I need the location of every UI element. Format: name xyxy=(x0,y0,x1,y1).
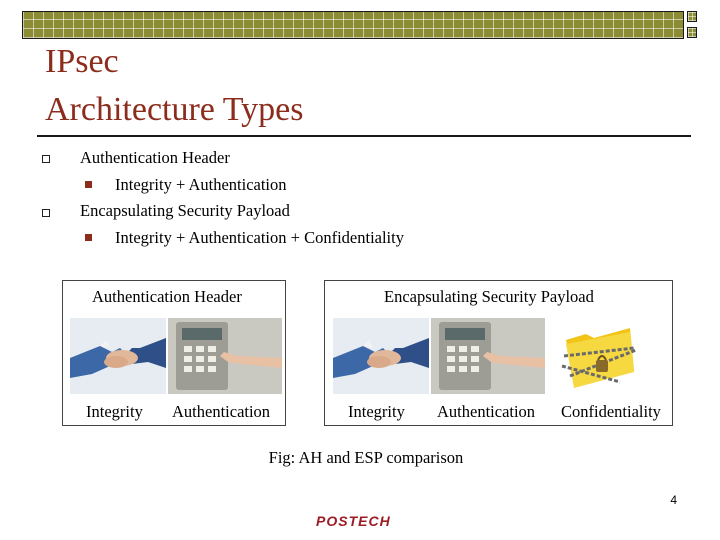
keypad-hand-image xyxy=(168,318,282,394)
esp-caption-confidentiality: Confidentiality xyxy=(561,402,661,421)
page-number: 4 xyxy=(670,493,677,507)
hollow-square-bullet-icon xyxy=(42,155,50,163)
esp-box-title: Encapsulating Security Payload xyxy=(384,287,594,306)
ah-caption-authentication: Authentication xyxy=(172,402,271,421)
bullet-1-sub-text: Integrity + Authentication xyxy=(115,175,287,194)
bullet-2-text: Encapsulating Security Payload xyxy=(80,201,290,220)
ah-caption-integrity: Integrity xyxy=(86,402,143,421)
handshake-image xyxy=(333,318,429,394)
figure-caption: Fig: AH and ESP comparison xyxy=(268,448,464,467)
header-pattern-bar xyxy=(22,11,684,39)
keypad-hand-image xyxy=(431,318,545,394)
slide-title xyxy=(45,38,645,134)
locked-folder-image xyxy=(560,320,638,392)
title-divider xyxy=(37,135,691,137)
bullet-1-text: Authentication Header xyxy=(80,148,230,167)
filled-square-bullet-icon xyxy=(85,234,92,241)
esp-caption-integrity: Integrity xyxy=(348,402,405,421)
hollow-square-bullet-icon xyxy=(42,209,50,217)
corner-square-top xyxy=(687,11,697,22)
esp-caption-authentication: Authentication xyxy=(437,402,536,421)
title-line-1: IPsec xyxy=(45,43,119,80)
filled-square-bullet-icon xyxy=(85,181,92,188)
bullet-2-sub-text: Integrity + Authentication + Confidentiality xyxy=(115,228,404,247)
title-line-2: Architecture Types xyxy=(45,91,304,128)
corner-square-bottom xyxy=(687,27,697,38)
postech-logo: POSTECH xyxy=(316,513,391,529)
ah-box-title: Authentication Header xyxy=(92,287,242,306)
handshake-image xyxy=(70,318,166,394)
